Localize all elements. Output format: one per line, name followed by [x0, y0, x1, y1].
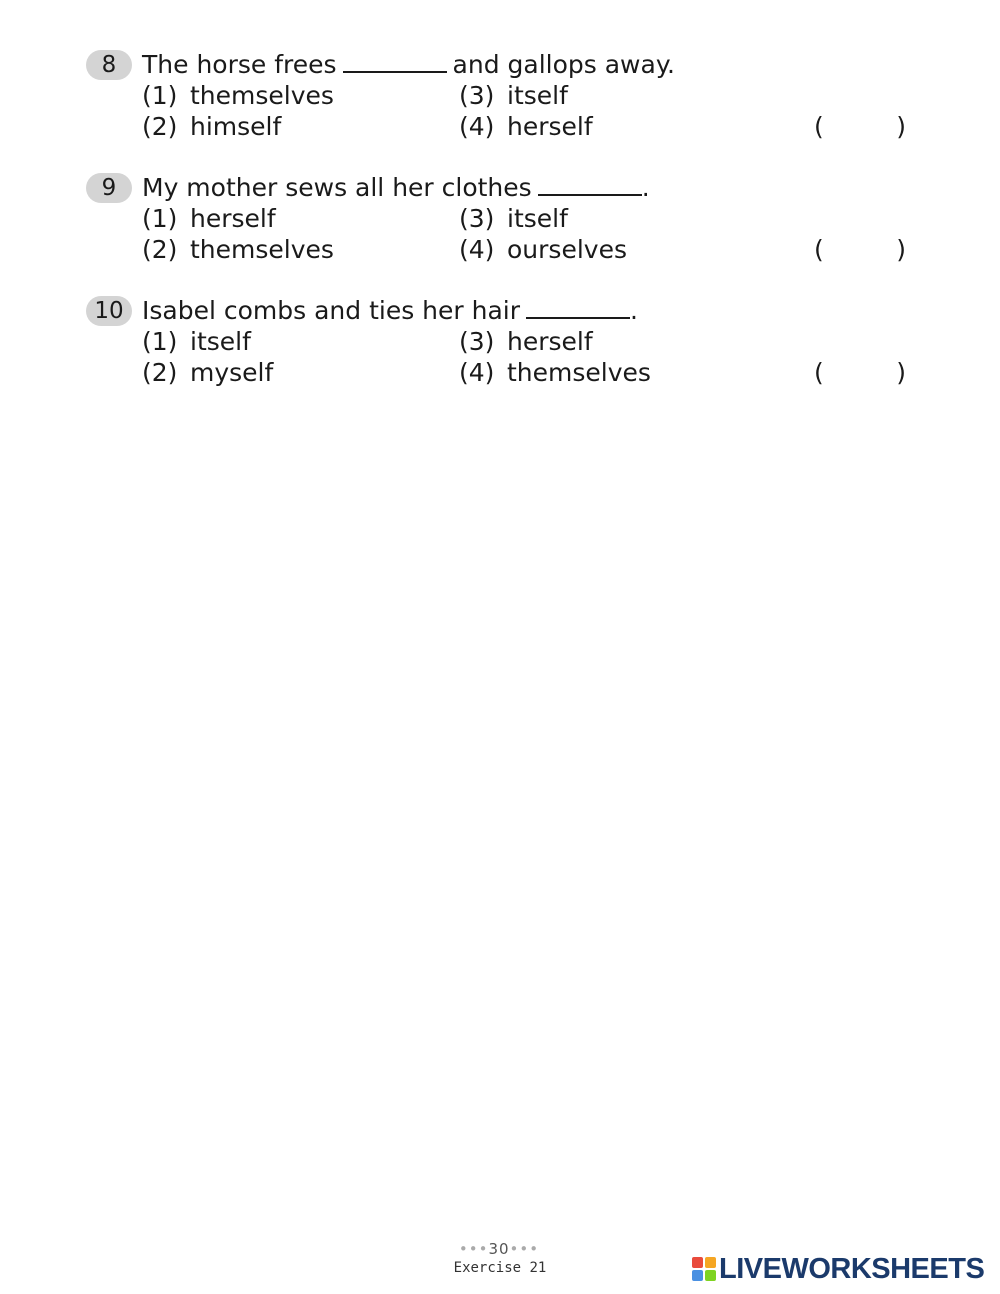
logo-square — [692, 1270, 703, 1281]
exercise-label: Exercise 21 — [453, 1260, 547, 1276]
stem-after: . — [630, 296, 638, 325]
option-2[interactable]: (2) themselves — [142, 235, 334, 264]
stem-before: My mother sews all her clothes — [142, 173, 532, 202]
stem-before: Isabel combs and ties her hair — [142, 296, 521, 325]
liveworksheets-logo — [692, 1254, 984, 1284]
question-10 — [86, 296, 946, 396]
logo-square — [692, 1257, 703, 1268]
answer-parentheses[interactable]: ( ) — [814, 358, 906, 387]
option-1[interactable]: (1) itself — [142, 327, 251, 356]
logo-grid-icon — [692, 1257, 716, 1281]
question-number: 9 — [86, 173, 132, 203]
page-number: •••30••• — [458, 1240, 540, 1258]
option-3[interactable]: (3) itself — [459, 204, 568, 233]
logo-square — [705, 1270, 716, 1281]
option-3[interactable]: (3) itself — [459, 81, 568, 110]
option-2[interactable]: (2) himself — [142, 112, 282, 141]
stem-after: . — [641, 173, 650, 202]
answer-blank[interactable] — [538, 176, 642, 196]
option-2[interactable]: (2) myself — [142, 358, 274, 387]
question-stem — [142, 296, 638, 326]
option-1[interactable]: (1) themselves — [142, 81, 334, 110]
question-number: 10 — [86, 296, 132, 326]
question-8 — [86, 50, 946, 150]
option-1[interactable]: (1) herself — [142, 204, 276, 233]
logo-square — [705, 1257, 716, 1268]
option-3[interactable]: (3) herself — [459, 327, 593, 356]
question-number: 8 — [86, 50, 132, 80]
stem-before: The horse frees — [142, 50, 337, 79]
answer-parentheses[interactable]: ( ) — [814, 112, 906, 141]
question-stem — [142, 50, 675, 80]
option-4[interactable]: (4) themselves — [459, 358, 651, 387]
stem-after: and gallops away. — [452, 50, 675, 79]
answer-parentheses[interactable]: ( ) — [814, 235, 906, 264]
brand-name: LIVEWORKSHEETS — [719, 1253, 985, 1285]
question-stem — [142, 173, 650, 203]
answer-blank[interactable] — [526, 299, 630, 319]
answer-blank[interactable] — [343, 53, 447, 73]
question-9 — [86, 173, 946, 273]
option-4[interactable]: (4) ourselves — [459, 235, 627, 264]
option-4[interactable]: (4) herself — [459, 112, 593, 141]
